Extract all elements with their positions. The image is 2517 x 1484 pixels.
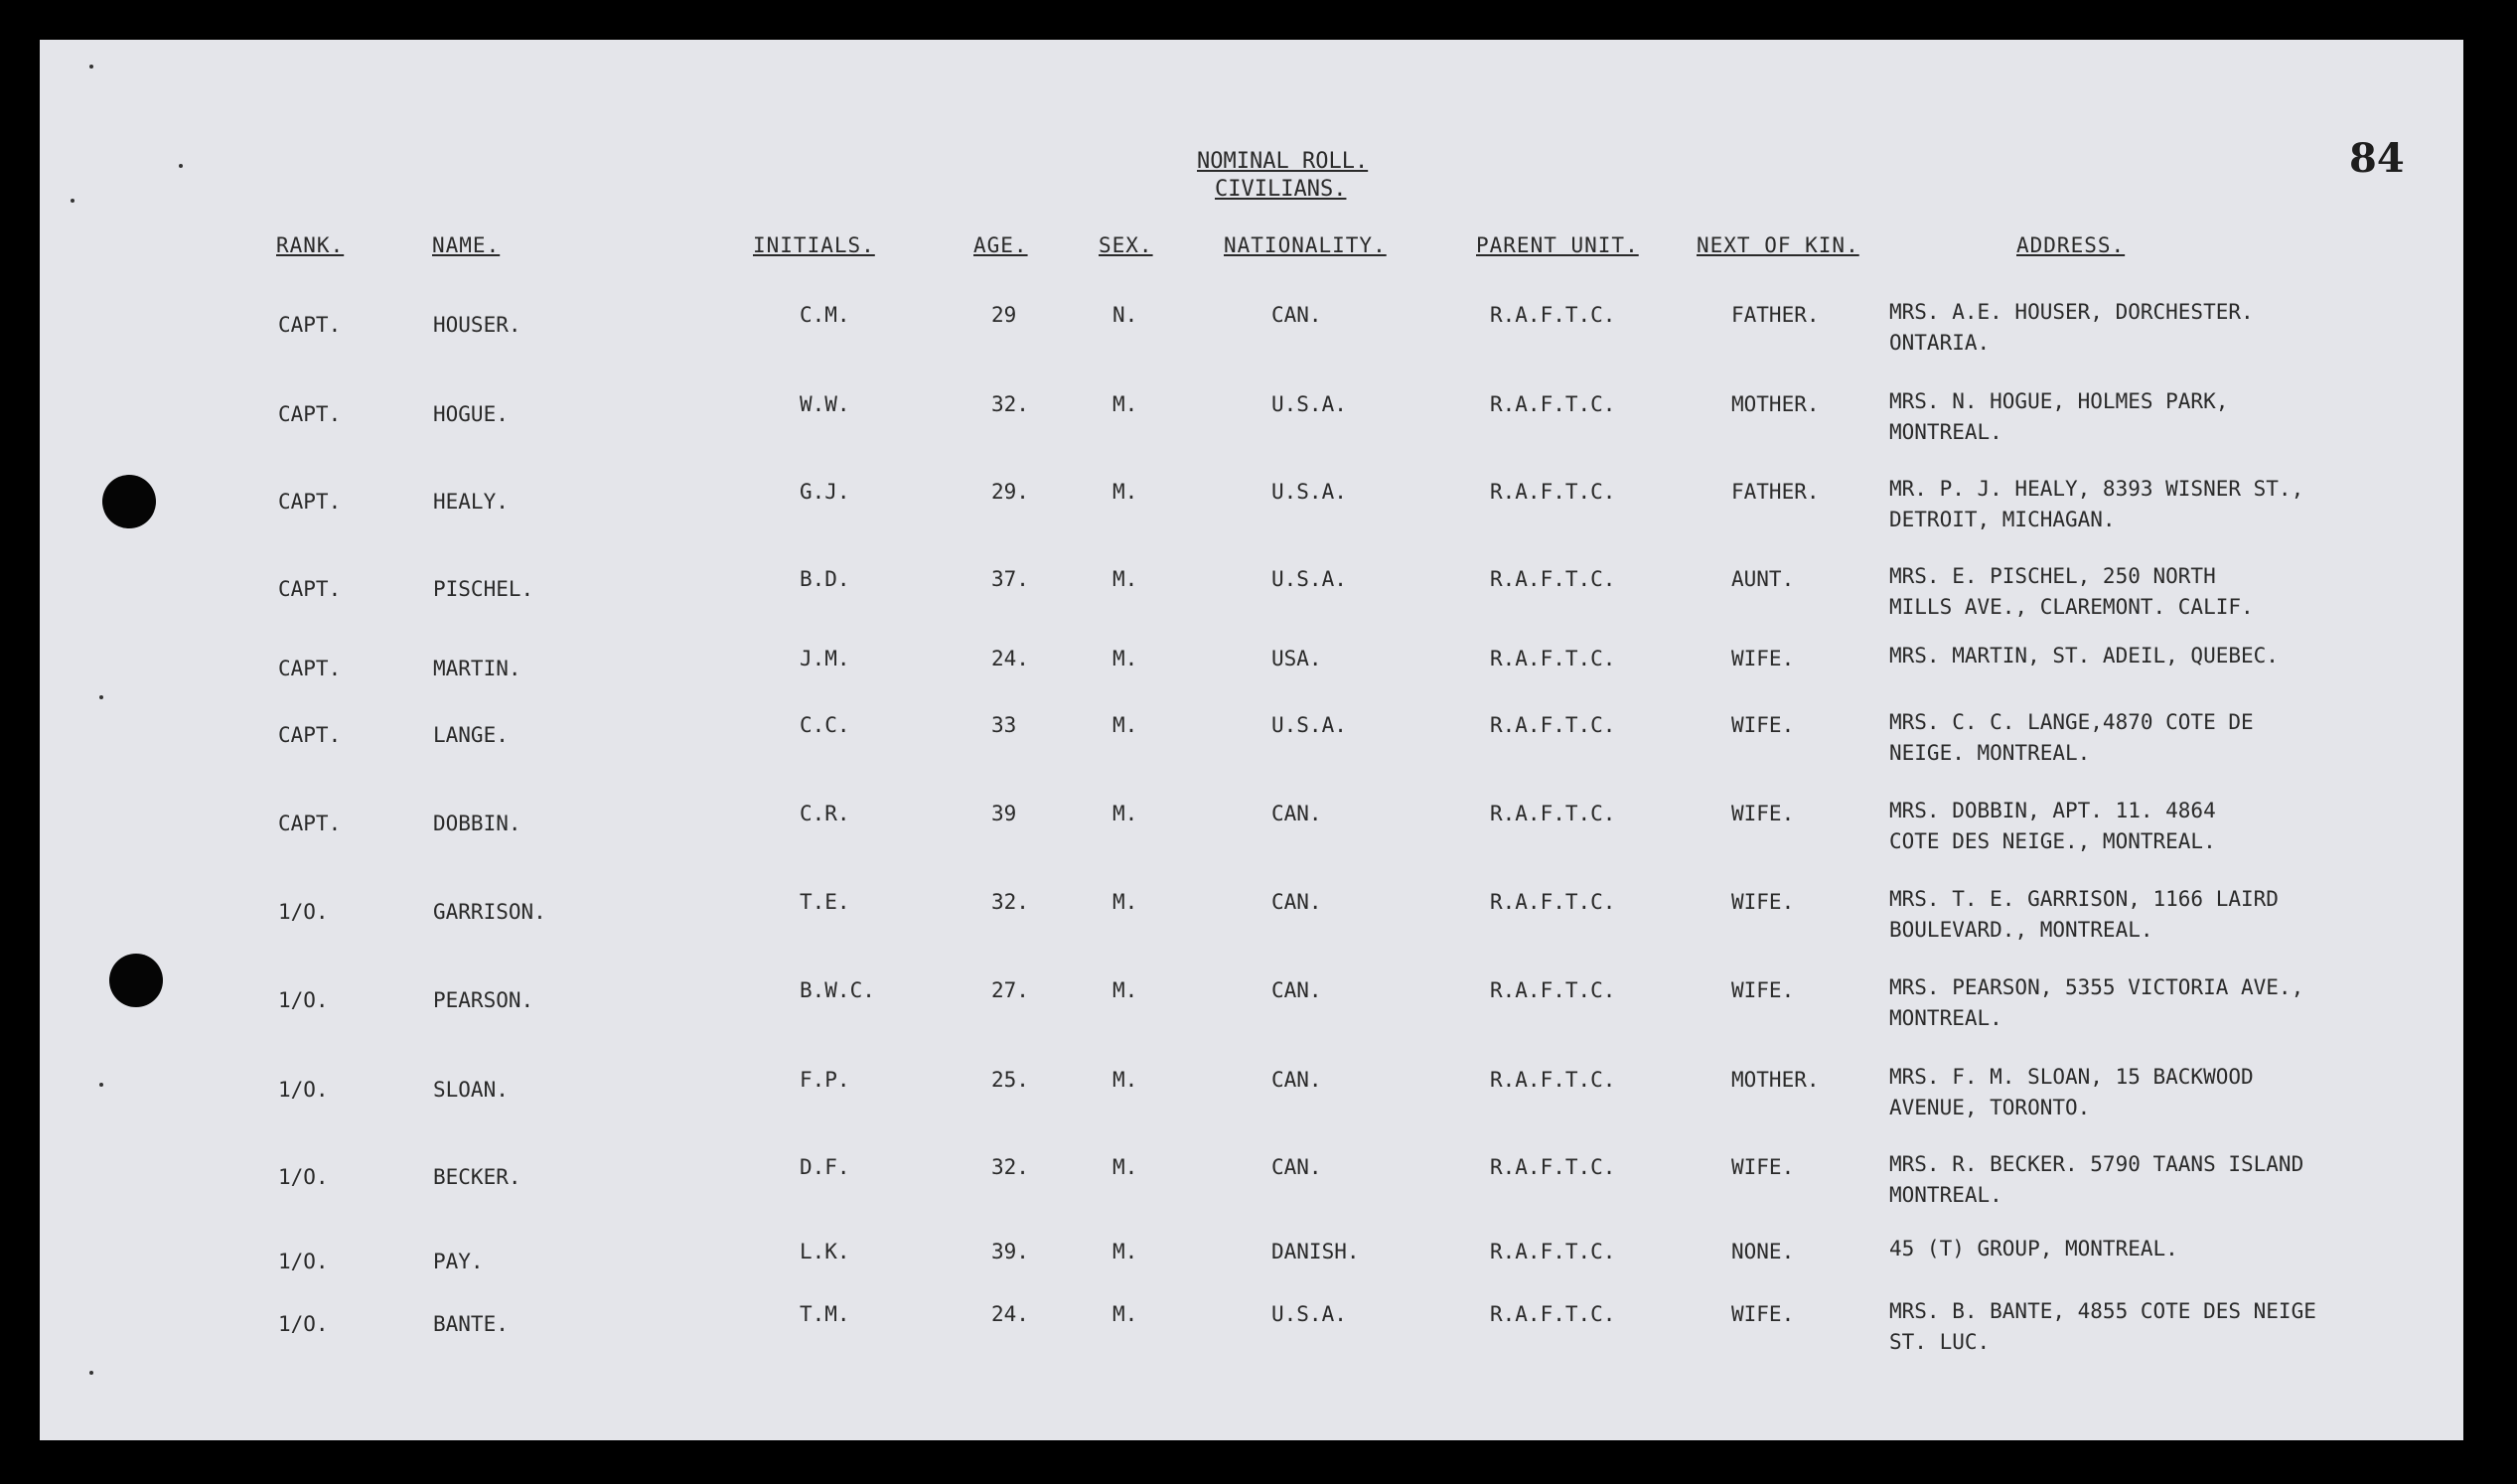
nationality-cell: CAN. bbox=[1271, 1155, 1322, 1179]
table-row bbox=[40, 887, 2463, 966]
address-line-2: NEIGE. MONTREAL. bbox=[1889, 741, 2091, 765]
parent-unit-cell: R.A.F.T.C. bbox=[1490, 392, 1616, 416]
header-nationality: NATIONALITY. bbox=[1224, 233, 1387, 257]
name-cell: SLOAN. bbox=[433, 1078, 509, 1102]
age-cell: 24. bbox=[991, 1302, 1029, 1326]
name-cell: MARTIN. bbox=[433, 657, 521, 680]
next-of-kin-cell: AUNT. bbox=[1731, 567, 1795, 591]
table-row bbox=[40, 710, 2463, 790]
name-cell: PAY. bbox=[433, 1250, 484, 1273]
parent-unit-cell: R.A.F.T.C. bbox=[1490, 567, 1616, 591]
sex-cell: M. bbox=[1112, 1240, 1138, 1263]
initials-cell: D.F. bbox=[800, 1155, 850, 1179]
sex-cell: M. bbox=[1112, 802, 1138, 825]
sex-cell: M. bbox=[1112, 1302, 1138, 1326]
table-row bbox=[40, 975, 2463, 1055]
header-age: AGE. bbox=[973, 233, 1028, 257]
address-line-1: MRS. R. BECKER. 5790 TAANS ISLAND bbox=[1889, 1152, 2304, 1176]
next-of-kin-cell: MOTHER. bbox=[1731, 1068, 1820, 1092]
sex-cell: M. bbox=[1112, 567, 1138, 591]
next-of-kin-cell: WIFE. bbox=[1731, 1302, 1795, 1326]
address-line-2: ONTARIA. bbox=[1889, 331, 1991, 355]
name-cell: BANTE. bbox=[433, 1312, 509, 1336]
table-row bbox=[40, 389, 2463, 469]
table-row bbox=[40, 1299, 2463, 1379]
age-cell: 32. bbox=[991, 392, 1029, 416]
rank-cell: CAPT. bbox=[278, 812, 342, 835]
page-number: 84 bbox=[2349, 135, 2405, 182]
address-line-2: MILLS AVE., CLAREMONT. CALIF. bbox=[1889, 595, 2254, 619]
header-next-of-kin: NEXT OF KIN. bbox=[1697, 233, 1859, 257]
parent-unit-cell: R.A.F.T.C. bbox=[1490, 1068, 1616, 1092]
age-cell: 29. bbox=[991, 480, 1029, 504]
parent-unit-cell: R.A.F.T.C. bbox=[1490, 713, 1616, 737]
age-cell: 32. bbox=[991, 890, 1029, 914]
name-cell: BECKER. bbox=[433, 1165, 521, 1189]
header-parent-unit: PARENT UNIT. bbox=[1476, 233, 1639, 257]
table-row bbox=[40, 564, 2463, 644]
initials-cell: F.P. bbox=[800, 1068, 850, 1092]
name-cell: HOGUE. bbox=[433, 402, 509, 426]
sex-cell: M. bbox=[1112, 890, 1138, 914]
address-line-2: DETROIT, MICHAGAN. bbox=[1889, 508, 2116, 531]
speck bbox=[99, 1083, 103, 1087]
address-line-1: MRS. C. C. LANGE,4870 COTE DE bbox=[1889, 710, 2254, 734]
rank-cell: 1/O. bbox=[278, 1312, 329, 1336]
next-of-kin-cell: WIFE. bbox=[1731, 713, 1795, 737]
sex-cell: M. bbox=[1112, 1155, 1138, 1179]
parent-unit-cell: R.A.F.T.C. bbox=[1490, 802, 1616, 825]
nationality-cell: CAN. bbox=[1271, 1068, 1322, 1092]
header-sex: SEX. bbox=[1099, 233, 1153, 257]
roll-title: NOMINAL ROLL. bbox=[1197, 149, 1369, 174]
address-line-2: BOULEVARD., MONTREAL. bbox=[1889, 918, 2153, 942]
address-line-1: MRS. B. BANTE, 4855 COTE DES NEIGE bbox=[1889, 1299, 2316, 1323]
rank-cell: 1/O. bbox=[278, 900, 329, 924]
address-line-1: MRS. T. E. GARRISON, 1166 LAIRD bbox=[1889, 887, 2279, 911]
sex-cell: M. bbox=[1112, 1068, 1138, 1092]
nationality-cell: U.S.A. bbox=[1271, 1302, 1347, 1326]
parent-unit-cell: R.A.F.T.C. bbox=[1490, 480, 1616, 504]
initials-cell: G.J. bbox=[800, 480, 850, 504]
address-line-2: MONTREAL. bbox=[1889, 1183, 2002, 1207]
age-cell: 25. bbox=[991, 1068, 1029, 1092]
parent-unit-cell: R.A.F.T.C. bbox=[1490, 1240, 1616, 1263]
rank-cell: CAPT. bbox=[278, 490, 342, 514]
next-of-kin-cell: WIFE. bbox=[1731, 802, 1795, 825]
address-line-1: MRS. F. M. SLOAN, 15 BACKWOOD bbox=[1889, 1065, 2254, 1089]
nationality-cell: U.S.A. bbox=[1271, 392, 1347, 416]
address-line-1: MRS. MARTIN, ST. ADEIL, QUEBEC. bbox=[1889, 644, 2279, 668]
rank-cell: 1/O. bbox=[278, 1078, 329, 1102]
next-of-kin-cell: FATHER. bbox=[1731, 480, 1820, 504]
document-page bbox=[40, 40, 2463, 1440]
address-line-1: MRS. E. PISCHEL, 250 NORTH bbox=[1889, 564, 2216, 588]
speck bbox=[89, 65, 93, 69]
initials-cell: C.R. bbox=[800, 802, 850, 825]
rank-cell: 1/O. bbox=[278, 988, 329, 1012]
next-of-kin-cell: NONE. bbox=[1731, 1240, 1795, 1263]
next-of-kin-cell: WIFE. bbox=[1731, 890, 1795, 914]
address-line-1: MR. P. J. HEALY, 8393 WISNER ST., bbox=[1889, 477, 2304, 501]
address-line-1: MRS. N. HOGUE, HOLMES PARK, bbox=[1889, 389, 2229, 413]
table-row bbox=[40, 477, 2463, 556]
address-line-1: 45 (T) GROUP, MONTREAL. bbox=[1889, 1237, 2178, 1261]
age-cell: 27. bbox=[991, 978, 1029, 1002]
next-of-kin-cell: WIFE. bbox=[1731, 978, 1795, 1002]
nationality-cell: U.S.A. bbox=[1271, 713, 1347, 737]
nationality-cell: CAN. bbox=[1271, 978, 1322, 1002]
address-line-1: MRS. A.E. HOUSER, DORCHESTER. bbox=[1889, 300, 2254, 324]
age-cell: 33 bbox=[991, 713, 1017, 737]
table-row bbox=[40, 300, 2463, 379]
address-line-1: MRS. DOBBIN, APT. 11. 4864 bbox=[1889, 799, 2216, 822]
age-cell: 39 bbox=[991, 802, 1017, 825]
address-line-2: AVENUE, TORONTO. bbox=[1889, 1096, 2091, 1119]
sex-cell: M. bbox=[1112, 713, 1138, 737]
sex-cell: N. bbox=[1112, 303, 1138, 327]
speck bbox=[179, 164, 183, 168]
nationality-cell: DANISH. bbox=[1271, 1240, 1360, 1263]
age-cell: 24. bbox=[991, 647, 1029, 670]
table-row bbox=[40, 1152, 2463, 1232]
parent-unit-cell: R.A.F.T.C. bbox=[1490, 647, 1616, 670]
initials-cell: C.M. bbox=[800, 303, 850, 327]
punch-hole bbox=[102, 475, 156, 528]
table-row bbox=[40, 799, 2463, 878]
initials-cell: T.M. bbox=[800, 1302, 850, 1326]
parent-unit-cell: R.A.F.T.C. bbox=[1490, 978, 1616, 1002]
next-of-kin-cell: WIFE. bbox=[1731, 1155, 1795, 1179]
name-cell: PEARSON. bbox=[433, 988, 534, 1012]
roll-subtitle: CIVILIANS. bbox=[1215, 177, 1347, 202]
rank-cell: CAPT. bbox=[278, 577, 342, 601]
age-cell: 29 bbox=[991, 303, 1017, 327]
sex-cell: M. bbox=[1112, 647, 1138, 670]
address-line-2: MONTREAL. bbox=[1889, 1006, 2002, 1030]
nationality-cell: USA. bbox=[1271, 647, 1322, 670]
initials-cell: J.M. bbox=[800, 647, 850, 670]
sex-cell: M. bbox=[1112, 392, 1138, 416]
name-cell: LANGE. bbox=[433, 723, 509, 747]
address-line-1: MRS. PEARSON, 5355 VICTORIA AVE., bbox=[1889, 975, 2304, 999]
punch-hole bbox=[109, 954, 163, 1007]
parent-unit-cell: R.A.F.T.C. bbox=[1490, 890, 1616, 914]
address-line-2: MONTREAL. bbox=[1889, 420, 2002, 444]
next-of-kin-cell: WIFE. bbox=[1731, 647, 1795, 670]
address-line-2: COTE DES NEIGE., MONTREAL. bbox=[1889, 829, 2216, 853]
rank-cell: 1/O. bbox=[278, 1250, 329, 1273]
age-cell: 39. bbox=[991, 1240, 1029, 1263]
initials-cell: C.C. bbox=[800, 713, 850, 737]
next-of-kin-cell: MOTHER. bbox=[1731, 392, 1820, 416]
nationality-cell: CAN. bbox=[1271, 890, 1322, 914]
initials-cell: W.W. bbox=[800, 392, 850, 416]
header-address: ADDRESS. bbox=[2016, 233, 2126, 257]
name-cell: HOUSER. bbox=[433, 313, 521, 337]
speck bbox=[99, 695, 103, 699]
parent-unit-cell: R.A.F.T.C. bbox=[1490, 1155, 1616, 1179]
header-rank: RANK. bbox=[276, 233, 345, 257]
rank-cell: 1/O. bbox=[278, 1165, 329, 1189]
next-of-kin-cell: FATHER. bbox=[1731, 303, 1820, 327]
header-name: NAME. bbox=[432, 233, 501, 257]
speck bbox=[89, 1371, 93, 1375]
sex-cell: M. bbox=[1112, 978, 1138, 1002]
parent-unit-cell: R.A.F.T.C. bbox=[1490, 1302, 1616, 1326]
initials-cell: B.D. bbox=[800, 567, 850, 591]
initials-cell: B.W.C. bbox=[800, 978, 875, 1002]
table-row bbox=[40, 1065, 2463, 1144]
name-cell: GARRISON. bbox=[433, 900, 546, 924]
initials-cell: L.K. bbox=[800, 1240, 850, 1263]
address-line-2: ST. LUC. bbox=[1889, 1330, 1991, 1354]
rank-cell: CAPT. bbox=[278, 313, 342, 337]
initials-cell: T.E. bbox=[800, 890, 850, 914]
name-cell: PISCHEL. bbox=[433, 577, 534, 601]
nationality-cell: CAN. bbox=[1271, 802, 1322, 825]
rank-cell: CAPT. bbox=[278, 723, 342, 747]
rank-cell: CAPT. bbox=[278, 402, 342, 426]
header-initials: INITIALS. bbox=[753, 233, 875, 257]
nationality-cell: U.S.A. bbox=[1271, 480, 1347, 504]
nationality-cell: U.S.A. bbox=[1271, 567, 1347, 591]
nationality-cell: CAN. bbox=[1271, 303, 1322, 327]
speck bbox=[71, 199, 74, 203]
age-cell: 32. bbox=[991, 1155, 1029, 1179]
age-cell: 37. bbox=[991, 567, 1029, 591]
name-cell: HEALY. bbox=[433, 490, 509, 514]
parent-unit-cell: R.A.F.T.C. bbox=[1490, 303, 1616, 327]
name-cell: DOBBIN. bbox=[433, 812, 521, 835]
sex-cell: M. bbox=[1112, 480, 1138, 504]
rank-cell: CAPT. bbox=[278, 657, 342, 680]
